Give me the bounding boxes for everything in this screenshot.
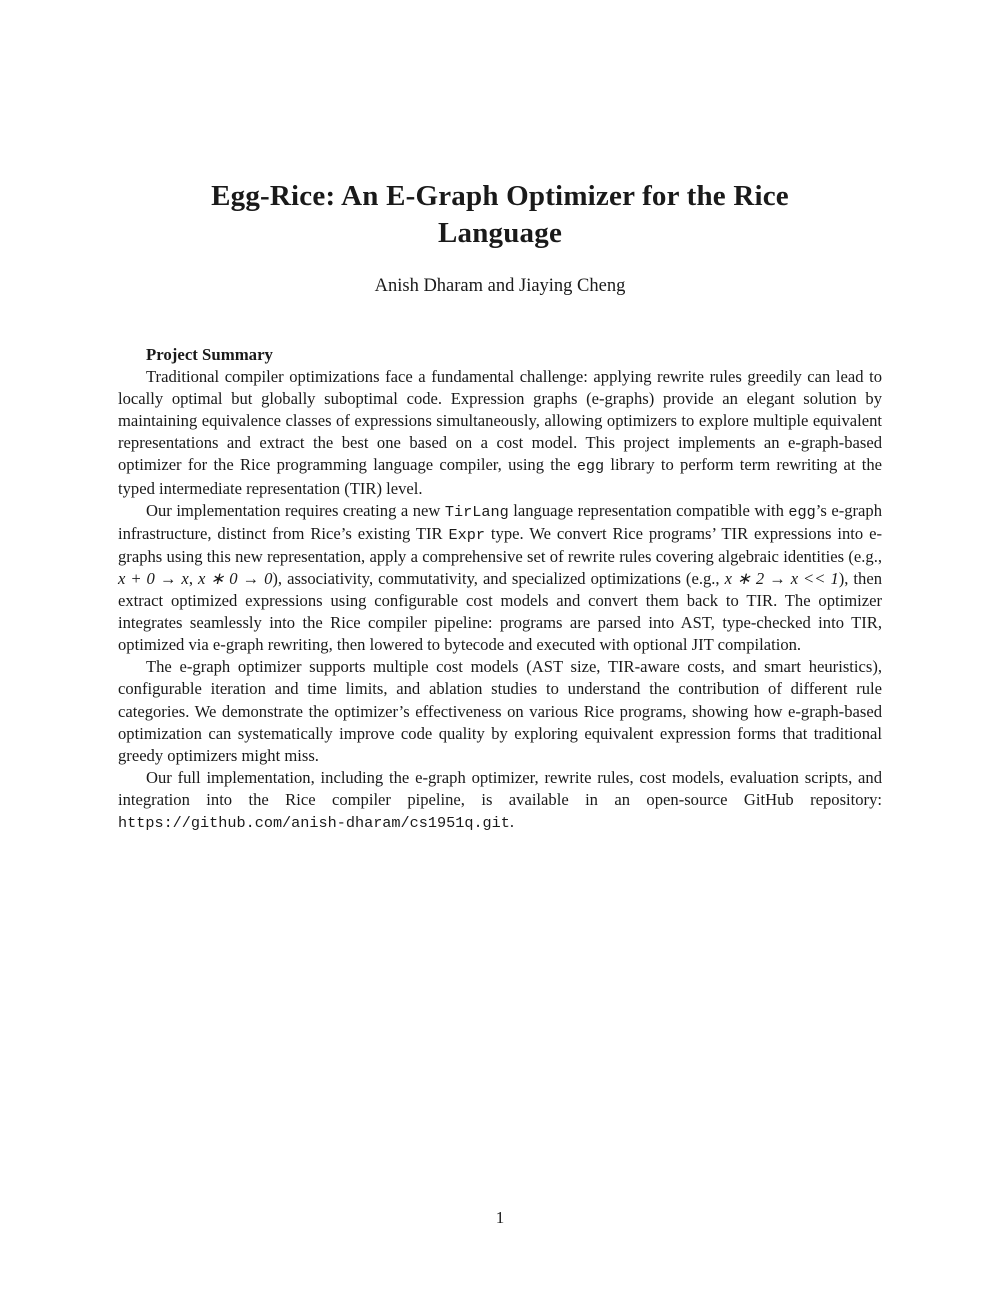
paragraph-text: type. We convert Rice programs’ TIR expressions into e-graphs using this new representation, apply a comprehensive set of rewrite rules covering algebraic identities (e.g., (118, 523, 882, 566)
author-list: Anish Dharam and Jiaying Cheng (374, 276, 626, 296)
paragraph-text: Traditional compiler optimizations face a fundamental challenge: applying rewrite rules greedily can lead to locally optimal but globally suboptimal code. Expression graphs (e-graphs) provide an elegant solution by maintaining equivalence classes of expressions simultaneously, allowing optimizers to explore multiple equivalent representations and extract the best one based on a cost model. This project implements an e-graph-based optimizer for the Rice programming language compiler, using the (118, 367, 882, 475)
code-inline: TirLang (444, 502, 509, 521)
paragraph-text: Our implementation requires creating a new (146, 500, 445, 520)
math-expression: x + 0 → x (118, 568, 189, 588)
paper-title: Egg-Rice: An E-Graph Optimizer for the Rice Language (211, 180, 789, 249)
page-number: 1 (495, 1208, 505, 1227)
paragraph-text: ), then extract optimized expressions using configurable cost models and convert them back to TIR. The optimizer integrates seamlessly into the Rice compiler pipeline: programs are parsed into AST, type-checked into TIR, optimized via e-graph rewriting, then lowered to bytecode and executed with optional JIT compilation. (118, 568, 882, 655)
paragraph-text: ’s e-graph infrastructure, distinct from Rice’s existing TIR (118, 500, 883, 543)
paragraph-text: ), associativity, commutativity, and specialized optimizations (e.g., (272, 568, 725, 588)
code-inline: Expr (448, 525, 486, 544)
paragraph-1 (118, 366, 882, 500)
paragraph-3 (118, 656, 882, 766)
paragraph-text: , (188, 568, 198, 588)
math-expression: x ∗ 2 → x << 1 (724, 568, 839, 588)
code-inline: egg (576, 457, 605, 476)
math-expression: x ∗ 0 → 0 (197, 568, 273, 588)
project-summary-section (118, 344, 882, 834)
paragraph-text: library to perform term rewriting at the typed intermediate representation (TIR) level. (118, 455, 882, 498)
paragraph-text: language representation compatible with (508, 500, 789, 520)
repository-url-link[interactable]: https://github.com/anish-dharam/cs1951q.git (118, 813, 510, 832)
code-inline: egg (788, 502, 816, 521)
paragraph-text: The e-graph optimizer supports multiple cost models (AST size, TIR-aware costs, and smart heuristics), configurable iteration and time limits, and ablation studies to understand the contribution of different rule categories. We demonstrate the optimizer’s effectiveness on various Rice programs, showing how e-graph-based optimization can systematically improve code quality by exploring equivalent expression forms that traditional greedy optimizers might miss. (118, 657, 882, 765)
paragraph-text: . (509, 811, 515, 831)
section-heading: Project Summary (146, 345, 273, 364)
paragraph-4 (118, 767, 882, 834)
paragraph-2 (118, 500, 882, 657)
paragraph-text: Our full implementation, including the e-graph optimizer, rewrite rules, cost models, evaluation scripts, and integration into the Rice compiler pipeline, is available in an open-source GitHub repository: (118, 767, 882, 809)
